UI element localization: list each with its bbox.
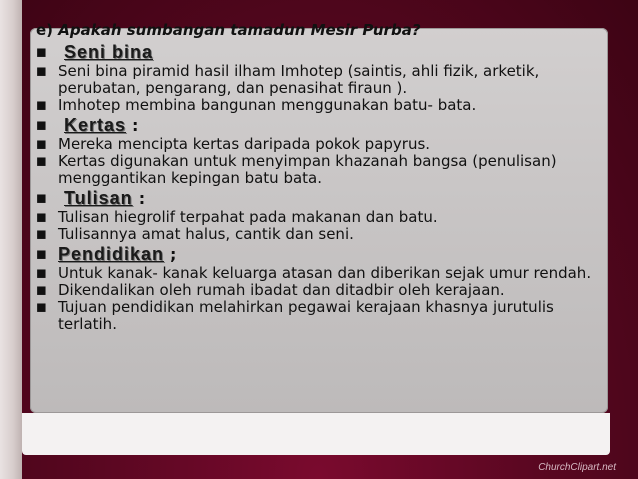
title-question: Apakah sumbangan tamadun Mesir Purba?	[58, 21, 421, 39]
bullet-icon: ◼	[36, 44, 47, 60]
list-item	[36, 265, 606, 282]
list-item	[36, 136, 606, 153]
list-item	[36, 153, 606, 187]
section-title: Tulisan	[64, 187, 133, 208]
list-item	[36, 282, 606, 299]
list-item	[36, 97, 606, 114]
list-item-text: Tulisan hiegrolif terpahat pada makanan dan batu.	[58, 208, 438, 226]
slide-content	[36, 22, 606, 333]
list-item-text: Tujuan pendidikan melahirkan pegawai kerajaan khasnya jurutulis terlatih.	[58, 298, 554, 333]
section-title: Seni bina	[64, 41, 154, 62]
section-colon: ;	[170, 244, 177, 264]
list-item	[36, 299, 606, 333]
list-item	[36, 226, 606, 243]
title-prefix: e)	[36, 21, 59, 39]
slide-title	[36, 22, 606, 39]
section-colon: :	[138, 188, 146, 208]
bottom-band	[22, 413, 610, 455]
list-item-text: Tulisannya amat halus, cantik dan seni.	[58, 225, 354, 243]
list-item-text: Dikendalikan oleh rumah ibadat dan ditadbir oleh kerajaan.	[58, 281, 505, 299]
section-title: Kertas	[64, 114, 127, 135]
list-item-text: Seni bina piramid hasil ilham Imhotep (saintis, ahli fizik, arketik, perubatan, pengarang, dan penasihat firaun ).	[58, 62, 540, 97]
list-item	[36, 63, 606, 97]
section-heading-kertas	[36, 114, 606, 136]
section-heading-seni-bina	[36, 41, 606, 63]
bullet-icon: ◼	[36, 227, 47, 242]
bullet-icon: ◼	[36, 154, 47, 169]
watermark: ChurchClipart.net	[538, 462, 616, 473]
bullet-icon: ◼	[36, 137, 47, 152]
bullet-icon: ◼	[36, 190, 47, 206]
left-decorative-strip	[0, 0, 22, 479]
list-item-text: Kertas digunakan untuk menyimpan khazanah bangsa (penulisan) menggantikan kepingan batu bata.	[58, 152, 557, 187]
section-heading-pendidikan	[36, 243, 606, 265]
section-colon: :	[132, 115, 139, 135]
bullet-icon: ◼	[36, 117, 47, 133]
list-item-text: Untuk kanak- kanak keluarga atasan dan diberikan sejak umur rendah.	[58, 264, 592, 282]
list-item-text: Imhotep membina bangunan menggunakan batu- bata.	[58, 96, 477, 114]
bullet-icon: ◼	[36, 300, 47, 315]
bullet-icon: ◼	[36, 64, 47, 79]
section-heading-tulisan	[36, 187, 606, 209]
bullet-icon: ◼	[36, 98, 47, 113]
bullet-icon: ◼	[36, 246, 47, 262]
list-item-text: Mereka mencipta kertas daripada pokok papyrus.	[58, 135, 431, 153]
bullet-icon: ◼	[36, 266, 47, 281]
bullet-icon: ◼	[36, 283, 47, 298]
section-title: Pendidikan	[58, 243, 165, 264]
list-item	[36, 209, 606, 226]
bullet-icon: ◼	[36, 210, 47, 225]
